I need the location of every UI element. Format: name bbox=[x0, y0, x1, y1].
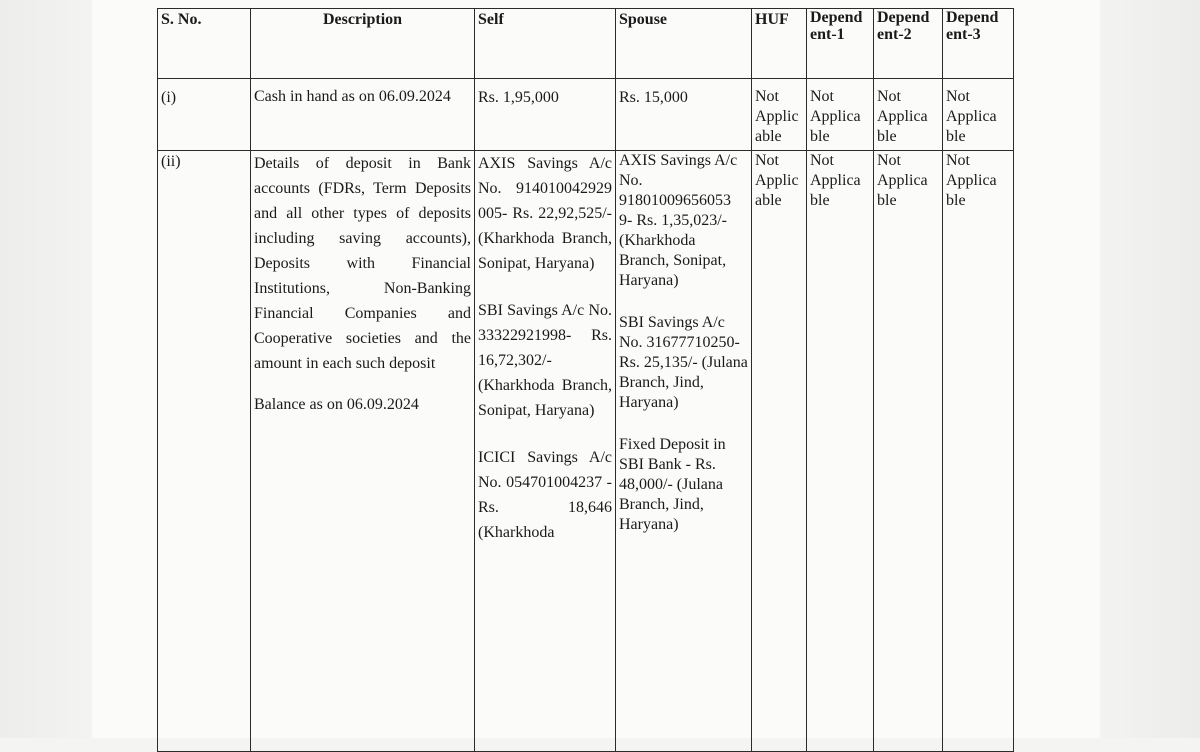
row-self: Rs. 1,95,000 bbox=[475, 79, 616, 151]
header-sno: S. No. bbox=[158, 9, 251, 79]
photo-margin-right bbox=[1100, 0, 1200, 738]
row-dependent-2: Not Applica ble bbox=[874, 151, 943, 752]
row-dependent-1: Not Applica ble bbox=[807, 151, 874, 752]
header-huf: HUF bbox=[752, 9, 807, 79]
header-dependent-2: Depend ent-2 bbox=[874, 9, 943, 79]
row-sno: (i) bbox=[158, 79, 251, 151]
row-description-balance: Balance as on 06.09.2024 bbox=[254, 396, 419, 413]
header-dependent-3: Depend ent-3 bbox=[943, 9, 1014, 79]
row-huf: Not Applic able bbox=[752, 151, 807, 752]
row-sno: (ii) bbox=[158, 151, 251, 752]
header-spouse: Spouse bbox=[616, 9, 752, 79]
self-sbi-account: SBI Savings A/c No. 33322921998- Rs. 16,72,302/- (Kharkhoda Branch, Sonipat, Haryana) bbox=[478, 302, 612, 419]
row-spouse: Rs. 15,000 bbox=[616, 79, 752, 151]
row-description-cell bbox=[251, 151, 475, 752]
table-header-row bbox=[158, 9, 1014, 79]
spouse-axis-account: AXIS Savings A/c No. 91801009656053 9- Rs. 1,35,023/- (Kharkhoda Branch, Sonipat, Haryana) bbox=[619, 152, 738, 289]
row-dependent-3: Not Applica ble bbox=[943, 151, 1014, 752]
header-self: Self bbox=[475, 9, 616, 79]
spouse-fixed-deposit: Fixed Deposit in SBI Bank - Rs. 48,000/- (Julana Branch, Jind, Haryana) bbox=[619, 436, 726, 533]
row-dependent-1: Not Applica ble bbox=[807, 79, 874, 151]
row-description: Details of deposit in Bank accounts (FDRs, Term Deposits and all other types of deposits including saving accounts), Deposits with Financial Institutions, Non-Banking Financial Companies and Cooperative societies and the amount in each such deposit bbox=[254, 155, 471, 372]
row-dependent-2: Not Applica ble bbox=[874, 79, 943, 151]
row-spouse-cell bbox=[616, 151, 752, 752]
row-huf: Not Applic able bbox=[752, 79, 807, 151]
table-row bbox=[158, 151, 1014, 752]
table-row bbox=[158, 79, 1014, 151]
row-description: Cash in hand as on 06.09.2024 bbox=[251, 79, 475, 151]
self-axis-account: AXIS Savings A/c No. 914010042929 005- Rs. 22,92,525/- (Kharkhoda Branch, Sonipat, Haryana) bbox=[478, 155, 612, 272]
row-self-cell bbox=[475, 151, 616, 752]
self-icici-account: ICICI Savings A/c No. 054701004237 - Rs. 18,646 (Kharkhoda bbox=[478, 449, 612, 541]
row-dependent-3: Not Applica ble bbox=[943, 79, 1014, 151]
spouse-sbi-account: SBI Savings A/c No. 31677710250- Rs. 25,135/- (Julana Branch, Jind, Haryana) bbox=[619, 314, 748, 411]
header-description: Description bbox=[251, 9, 475, 79]
photo-margin-left bbox=[0, 0, 92, 738]
assets-table bbox=[157, 8, 1014, 752]
header-dependent-1: Depend ent-1 bbox=[807, 9, 874, 79]
